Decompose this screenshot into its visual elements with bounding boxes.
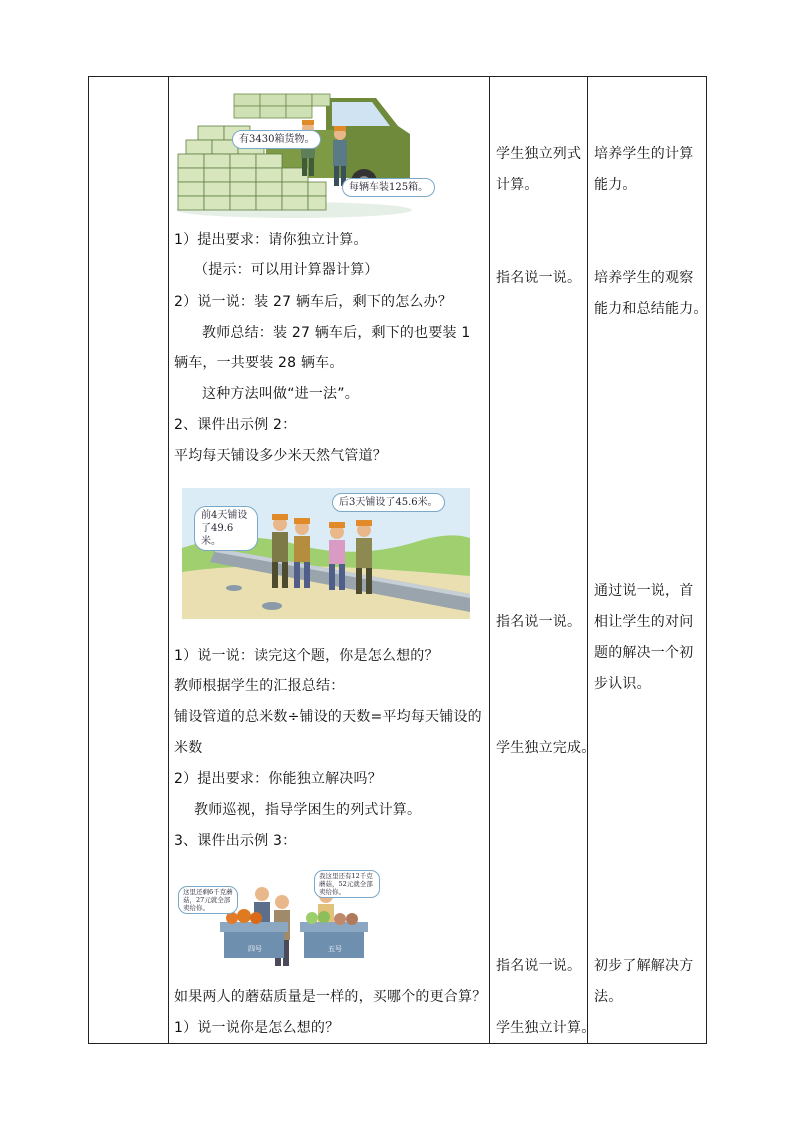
content-line: 教师巡视，指导学困生的列式计算。 [194, 802, 422, 818]
student-activity: 指名说一说。 [496, 614, 582, 630]
pipe-laying-illustration [182, 488, 470, 619]
stall-label: 五号 [328, 945, 342, 953]
cargo-truck-illustration [176, 86, 429, 218]
content-line: 平均每天铺设多少米天然气管道？ [174, 448, 387, 464]
design-purpose: 步认识。 [594, 676, 651, 692]
student-activity: 计算。 [496, 177, 539, 193]
content-line: 铺设管道的总米数÷铺设的天数=平均每天铺设的 [174, 709, 482, 725]
design-purpose: 培养学生的观察 [594, 270, 694, 286]
student-activity: 指名说一说。 [496, 958, 582, 974]
column-divider [489, 77, 490, 1043]
speech-bubble: 后3天铺设了45.6米。 [332, 493, 445, 512]
content-line: 如果两人的蘑菇质量是一样的，买哪个的更合算？ [174, 989, 487, 1005]
design-purpose: 相让学生的对问 [594, 614, 694, 630]
content-line: （提示：可以用计算器计算） [194, 262, 379, 278]
content-line: 辆车，一共要装 28 辆车。 [174, 355, 344, 371]
design-purpose: 通过说一说，首 [594, 583, 694, 599]
speech-bubble: 每辆车装125箱。 [342, 178, 435, 197]
column-divider [168, 77, 169, 1043]
content-line: 2、课件出示例 2： [174, 417, 297, 433]
content-line: 3、课件出示例 3： [174, 833, 297, 849]
student-activity: 指名说一说。 [496, 270, 582, 286]
content-line: 1）提出要求：请你独立计算。 [174, 232, 368, 248]
content-line: 这种方法叫做“进一法”。 [202, 386, 359, 402]
content-line: 2）说一说：装 27 辆车后，剩下的怎么办？ [174, 294, 453, 310]
speech-bubble-text: 我这里还有12千克蘑菇，52元就全部卖给你。 [319, 872, 373, 896]
speech-bubble: 有3430箱货物。 [232, 130, 321, 149]
design-purpose: 能力。 [594, 177, 637, 193]
speech-bubble [194, 506, 258, 551]
content-line: 米数 [174, 740, 203, 756]
design-purpose: 能力和总结能力。 [594, 301, 708, 317]
column-divider [587, 77, 588, 1043]
design-purpose: 法。 [594, 989, 623, 1005]
speech-bubble [314, 870, 380, 898]
speech-bubble-text: 前4天铺设了49.6米。 [201, 510, 248, 547]
design-purpose: 初步了解解决方 [594, 958, 694, 974]
design-purpose: 培养学生的计算 [594, 146, 694, 162]
content-line: 1）说一说你是怎么想的？ [174, 1020, 340, 1036]
mushroom-stalls-illustration [176, 864, 398, 974]
student-activity: 学生独立完成。 [496, 740, 596, 756]
speech-bubble [178, 886, 238, 914]
content-line: 教师总结：装 27 辆车后，剩下的也要装 1 [202, 325, 471, 341]
content-line: 2）提出要求：你能独立解决吗？ [174, 771, 382, 787]
student-activity: 学生独立计算。 [496, 1020, 596, 1036]
content-line: 1）说一说：读完这个题，你是怎么想的？ [174, 648, 439, 664]
design-purpose: 题的解决一个初 [594, 645, 694, 661]
student-activity: 学生独立列式 [496, 146, 582, 162]
speech-bubble-text: 这里还剩6千克蘑菇，27元就全部卖给你。 [183, 888, 233, 912]
stall-label: 四号 [248, 945, 262, 953]
content-line: 教师根据学生的汇报总结： [174, 678, 345, 694]
